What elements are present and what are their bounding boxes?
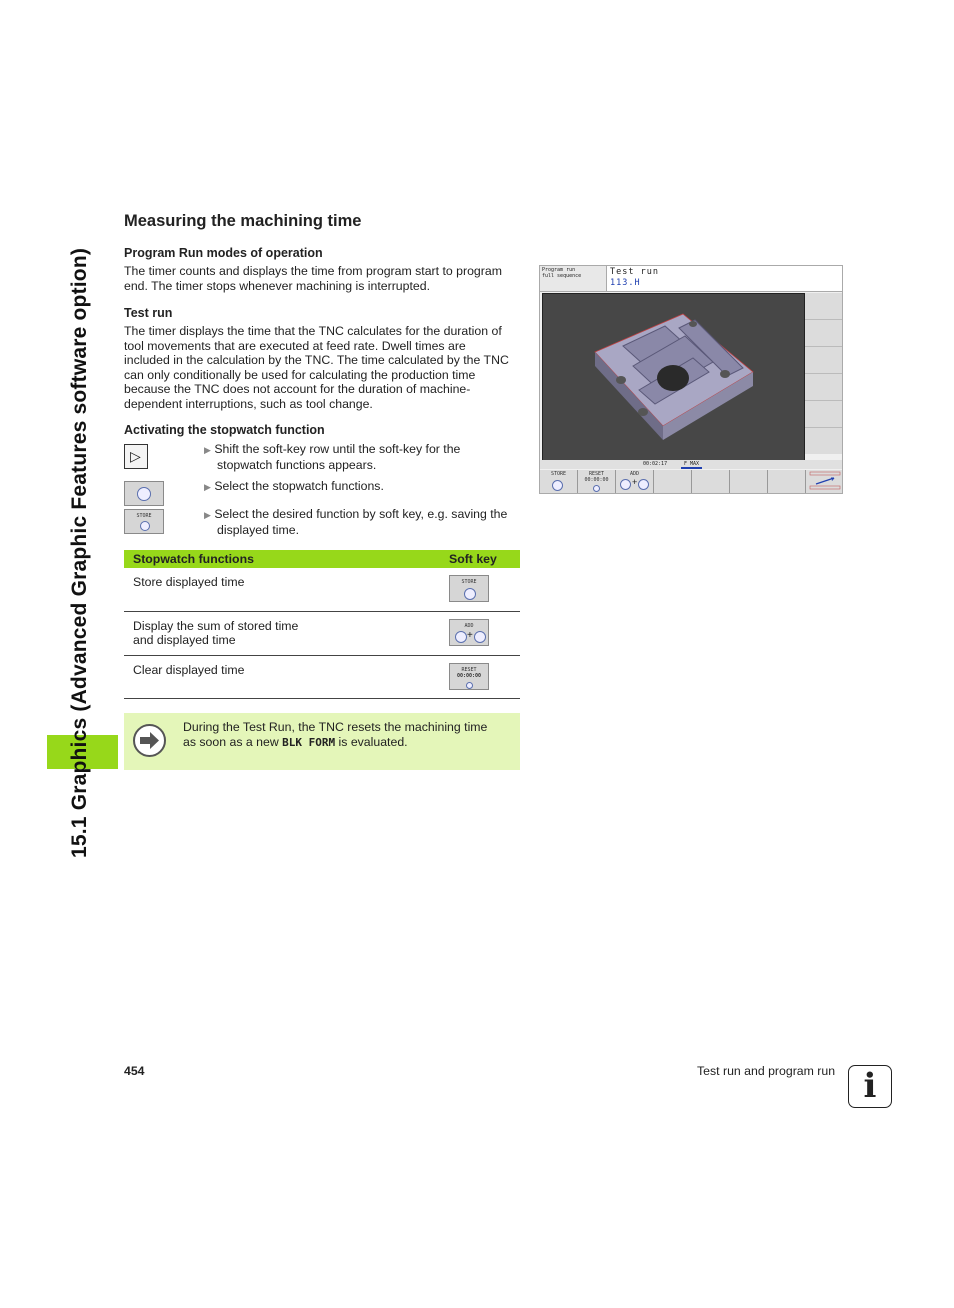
info-letter: i [863,1066,877,1106]
vertical-softkey[interactable] [805,374,842,401]
softkey-label: RESET [588,471,605,477]
clock-icon [552,480,563,491]
activating-heading: Activating the stopwatch function [124,423,325,437]
mode-line: Program run [542,267,576,273]
vertical-softkey[interactable] [805,293,842,320]
clock-icon [638,479,649,490]
softkey-label: RESET [461,667,477,673]
test-run-line: included in the calculation by the TNC. The time calculated by the TNC [124,353,509,368]
store-key[interactable] [124,509,164,534]
vertical-softkey[interactable] [805,347,842,374]
table-cell-function [124,656,440,699]
timer-display: 00:02:17 [643,461,668,467]
workpiece-3d-view [543,294,804,460]
reset-softkey[interactable] [449,663,489,690]
table-header-row [124,550,520,568]
step-1 [204,442,460,472]
clock-icon [455,631,467,643]
program-run-line: The timer counts and displays the time from program start to program [124,264,502,278]
softkey-row-indicator[interactable] [806,470,842,493]
note-line: is evaluated. [335,734,408,749]
add-softkey[interactable] [449,619,489,646]
test-run-line: The timer displays the time that the TNC calculates for the duration of [124,324,502,338]
test-run-line: can only conditionally be used for calculating the production time [124,367,476,382]
note-code: BLK FORM [282,735,336,749]
softkey-label: ADD [464,623,474,629]
step-2-text: Select the stopwatch functions. [214,479,384,493]
step-1-line: Shift the soft-key row until the soft-key for the [214,442,461,456]
note-box [124,713,520,770]
plus-sign: + [467,630,473,641]
function-text: Display the sum of stored time [133,619,299,633]
softkey-label: STORE [461,579,477,585]
mode-line: full sequence [542,272,582,279]
function-text: and displayed time [133,633,236,647]
softkey-time: 00:00:00 [584,477,609,483]
vertical-softkey-bar [805,293,842,459]
table-cell-softkey [440,612,520,656]
clock-icon [593,485,600,492]
section-title: Measuring the machining time [124,212,362,230]
next-softkey-row-key[interactable] [124,444,148,469]
program-title: Test run [610,267,659,277]
test-run-line: because the TNC does not account for the duration of machine- [124,382,471,397]
program-run-text [124,264,524,293]
softkey-time: 00:00:00 [456,673,482,679]
softkey-label: ADD [629,471,640,477]
clock-icon [464,588,476,600]
test-run-line: dependent interruptions, such as tool change. [124,396,373,411]
test-run-heading: Test run [124,306,173,320]
function-text: Clear displayed time [133,663,245,677]
step-2 [204,479,384,495]
mode-panel [540,266,607,292]
table-cell-function [124,568,440,612]
info-icon [848,1065,892,1108]
program-file: 113.H [610,278,641,288]
table-cell-function [124,612,440,656]
plus-sign: + [632,477,638,487]
vertical-softkey[interactable] [805,320,842,347]
program-run-line: end. The timer stops whenever machining is interrupted. [124,278,430,293]
table-row [124,656,520,699]
table-cell-softkey [440,656,520,699]
bullet-arrow-icon: ▶ [204,510,211,520]
empty-softkey[interactable] [730,470,768,493]
triangle-right-icon: ▷ [130,448,141,464]
table-header-functions: Stopwatch functions [124,550,440,568]
store-softkey[interactable] [449,575,489,602]
bottom-softkey-bar [540,470,842,493]
note-text [183,720,487,750]
table-row [124,568,520,612]
empty-softkey[interactable] [654,470,692,493]
program-run-heading: Program Run modes of operation [124,246,323,260]
chapter-name: Test run and program run [697,1064,836,1078]
softkey-row-icon [806,470,844,493]
table-cell-softkey [440,568,520,612]
arrow-right-icon [133,724,166,757]
stopwatch-key[interactable] [124,481,164,506]
vertical-softkey[interactable] [805,428,842,454]
side-tab-title: 15.1 Graphics (Advanced Graphic Features software option) [68,247,91,858]
step-3 [204,507,507,537]
clock-icon [620,479,631,490]
page-number: 454 [124,1064,145,1078]
program-header [607,266,842,292]
vertical-softkey[interactable] [805,401,842,428]
feed-display: F MAX [681,460,702,469]
empty-softkey[interactable] [692,470,730,493]
screen-add-softkey[interactable] [616,470,654,493]
empty-softkey[interactable] [768,470,806,493]
bullet-arrow-icon: ▶ [204,482,211,492]
function-text: Store displayed time [133,575,245,589]
test-run-line: tool movements that are executed at feed rate. Dwell times are [124,338,466,353]
softkey-label: STORE [550,471,567,477]
screen-reset-softkey[interactable] [578,470,616,493]
store-key-label: STORE [136,513,152,519]
tnc-screen [539,265,843,494]
stopwatch-functions-table [124,550,520,699]
simulation-graphics [542,293,805,461]
note-line: as soon as a new [183,734,283,749]
table-header-softkey: Soft key [440,550,520,568]
test-run-text [124,324,524,412]
step-3-line: Select the desired function by soft key, e.g. saving the [214,507,508,521]
screen-store-softkey[interactable] [540,470,578,493]
table-row [124,612,520,656]
step-1-line: stopwatch functions appears. [217,457,377,472]
status-line [540,460,842,469]
clock-icon [474,631,486,643]
clock-icon [140,521,150,531]
clock-icon [137,487,151,501]
note-line: During the Test Run, the TNC resets the machining time [183,720,488,734]
clock-icon [466,682,473,689]
bullet-arrow-icon: ▶ [204,445,211,455]
step-3-line: displayed time. [217,522,300,537]
